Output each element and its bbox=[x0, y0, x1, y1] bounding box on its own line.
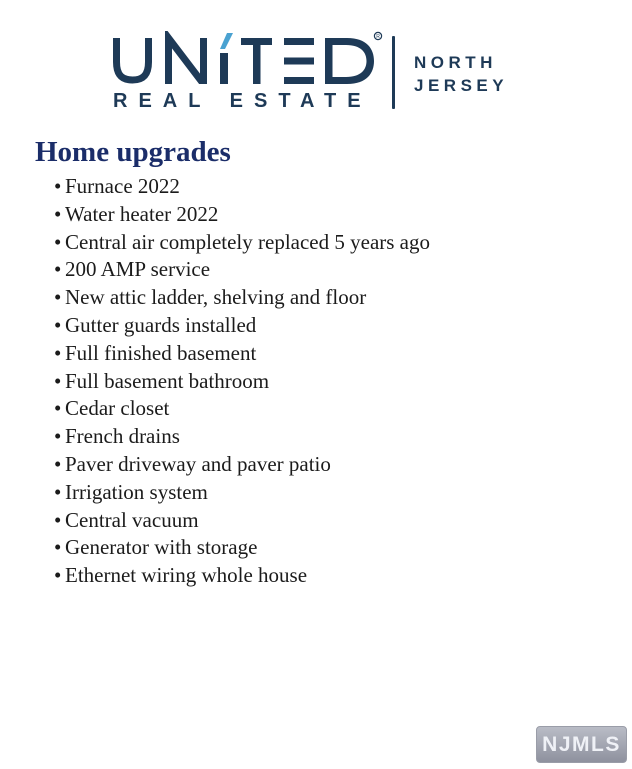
list-item bbox=[54, 173, 430, 201]
list-item bbox=[54, 312, 430, 340]
list-item bbox=[54, 201, 430, 229]
bullet-icon: • bbox=[54, 451, 62, 476]
bullet-icon: • bbox=[54, 257, 62, 282]
list-item-text: Irrigation system bbox=[65, 479, 208, 504]
page-title: Home upgrades bbox=[35, 136, 231, 168]
brand-region bbox=[414, 51, 508, 97]
list-item bbox=[54, 534, 430, 562]
list-item bbox=[54, 256, 430, 284]
list-item bbox=[54, 479, 430, 507]
bullet-icon: • bbox=[54, 340, 62, 365]
letter-e-bar-mid bbox=[284, 58, 314, 65]
list-item-text: Ethernet wiring whole house bbox=[65, 563, 308, 588]
bullet-icon: • bbox=[54, 424, 62, 449]
upgrades-list bbox=[54, 173, 430, 590]
brand-logo bbox=[0, 0, 632, 120]
list-item bbox=[54, 451, 430, 479]
region-line-north: NORTH bbox=[414, 53, 497, 72]
list-item-text: Central vacuum bbox=[65, 507, 199, 532]
letter-e-bar-top bbox=[284, 38, 314, 45]
list-item bbox=[54, 229, 430, 257]
list-item-text: New attic ladder, shelving and floor bbox=[65, 285, 367, 310]
letter-u bbox=[117, 38, 149, 80]
bullet-icon: • bbox=[54, 563, 62, 588]
list-item-text: Gutter guards installed bbox=[65, 312, 257, 337]
list-item-text: Full basement bathroom bbox=[65, 368, 270, 393]
list-item bbox=[54, 340, 430, 368]
bullet-icon: • bbox=[54, 507, 62, 532]
njmls-watermark-badge: NJMLS bbox=[536, 726, 627, 763]
list-item-text: Paver driveway and paver patio bbox=[65, 451, 331, 476]
region-line-jersey: JERSEY bbox=[414, 76, 509, 95]
bullet-icon: • bbox=[54, 201, 62, 226]
letter-d bbox=[325, 38, 374, 84]
bullet-icon: • bbox=[54, 368, 62, 393]
united-wordmark-logo bbox=[113, 31, 383, 84]
letter-i-accent bbox=[220, 33, 233, 49]
list-item bbox=[54, 368, 430, 396]
bullet-icon: • bbox=[54, 312, 62, 337]
letter-t-bar bbox=[241, 38, 272, 45]
list-item-text: Generator with storage bbox=[65, 535, 258, 560]
list-item bbox=[54, 423, 430, 451]
bullet-icon: • bbox=[54, 174, 62, 198]
list-item bbox=[54, 395, 430, 423]
letter-t-stem bbox=[253, 45, 261, 84]
list-item-text: Central air completely replaced 5 years ago bbox=[65, 229, 430, 254]
list-item-text: Water heater 2022 bbox=[65, 201, 219, 226]
registered-mark-letter: R bbox=[376, 34, 380, 41]
bullet-icon: • bbox=[54, 285, 62, 310]
logo-divider bbox=[392, 36, 395, 109]
list-item-text: Cedar closet bbox=[65, 396, 170, 421]
list-item-text: Furnace 2022 bbox=[65, 174, 180, 198]
bullet-icon: • bbox=[54, 479, 62, 504]
letter-e-bar-bottom bbox=[284, 77, 314, 84]
letter-n bbox=[169, 38, 204, 84]
list-item bbox=[54, 562, 430, 590]
bullet-icon: • bbox=[54, 535, 62, 560]
bullet-icon: • bbox=[54, 229, 62, 254]
letter-i-stem bbox=[220, 53, 228, 84]
list-item bbox=[54, 507, 430, 535]
list-item-text: Full finished basement bbox=[65, 340, 257, 365]
list-item bbox=[54, 284, 430, 312]
brand-tagline: REAL ESTATE bbox=[113, 90, 372, 112]
list-item-text: 200 AMP service bbox=[65, 257, 211, 282]
list-item-text: French drains bbox=[65, 424, 180, 449]
bullet-icon: • bbox=[54, 396, 62, 421]
